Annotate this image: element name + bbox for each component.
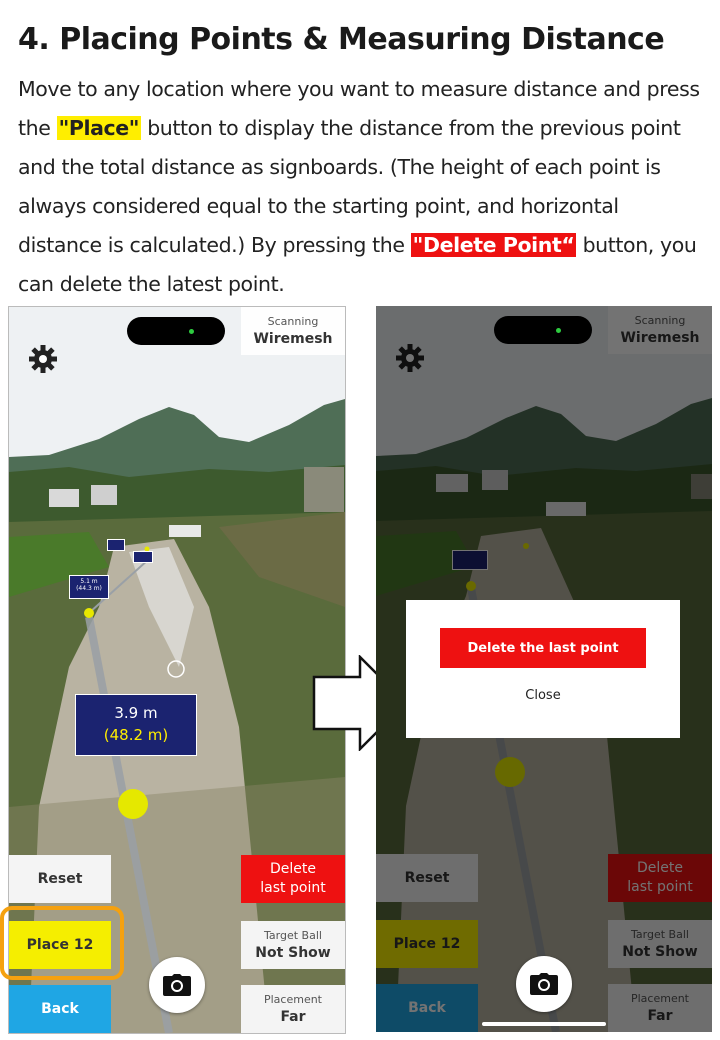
paragraph-text-3: button, you can delete the latest point. — [18, 233, 697, 296]
delete-line-1: Delete — [270, 861, 316, 877]
distance-signboard — [75, 694, 197, 756]
total-distance: (48.2 m) — [103, 726, 169, 744]
delete-line-2: last point — [260, 880, 326, 896]
paragraph-text-2: button to display the distance from the previous point and the total distance as signboards. (The height of each point is always considered equal to the starting point, and horizontal distance is calculated.) By pressing the — [18, 116, 681, 257]
phone-screen-after — [376, 306, 712, 1032]
target-ball-toggle[interactable] — [241, 921, 345, 969]
back-button[interactable]: Back — [9, 985, 111, 1033]
placement-label: Placement — [263, 993, 322, 1006]
dynamic-island — [127, 317, 225, 345]
home-indicator — [482, 1022, 606, 1026]
place-keyword: "Place" — [58, 116, 140, 140]
scanning-status — [241, 307, 345, 355]
camera-icon[interactable] — [149, 957, 205, 1013]
placement-value: Far — [280, 1009, 306, 1025]
gear-icon[interactable] — [27, 343, 59, 379]
far-board-total: (44.3 m) — [76, 585, 102, 592]
dynamic-island — [494, 316, 592, 344]
target-ball-value: Not Show — [255, 945, 331, 961]
scanning-mode: Wiremesh — [253, 331, 333, 347]
close-button[interactable]: Close — [525, 688, 561, 703]
segment-distance: 3.9 m — [114, 704, 158, 722]
reset-button[interactable]: Reset — [9, 855, 111, 903]
paragraph-text-1: Move to any location where you want to measure distance and press the — [18, 77, 700, 140]
farther-distance-board — [107, 539, 125, 551]
camera-indicator — [189, 329, 194, 334]
delete-point-keyword: "Delete Point“ — [412, 233, 575, 257]
delete-last-point-button[interactable] — [241, 855, 345, 903]
target-ball-label: Target Ball — [264, 929, 322, 942]
far-distance-board — [69, 575, 109, 599]
placement-toggle[interactable] — [241, 985, 345, 1033]
page-title: 4. Placing Points & Measuring Distance — [18, 22, 665, 57]
instruction-paragraph — [18, 70, 708, 304]
place-button[interactable]: Place 12 — [9, 921, 111, 969]
camera-icon[interactable] — [516, 956, 572, 1012]
delete-confirm-dialog — [406, 600, 680, 738]
scanning-label: Scanning — [267, 315, 319, 328]
farthest-distance-board — [133, 551, 153, 563]
camera-indicator — [556, 328, 561, 333]
far-board-segment: 5.1 m — [80, 578, 98, 585]
confirm-delete-button[interactable]: Delete the last point — [440, 628, 646, 668]
place-button-highlight — [0, 906, 124, 980]
